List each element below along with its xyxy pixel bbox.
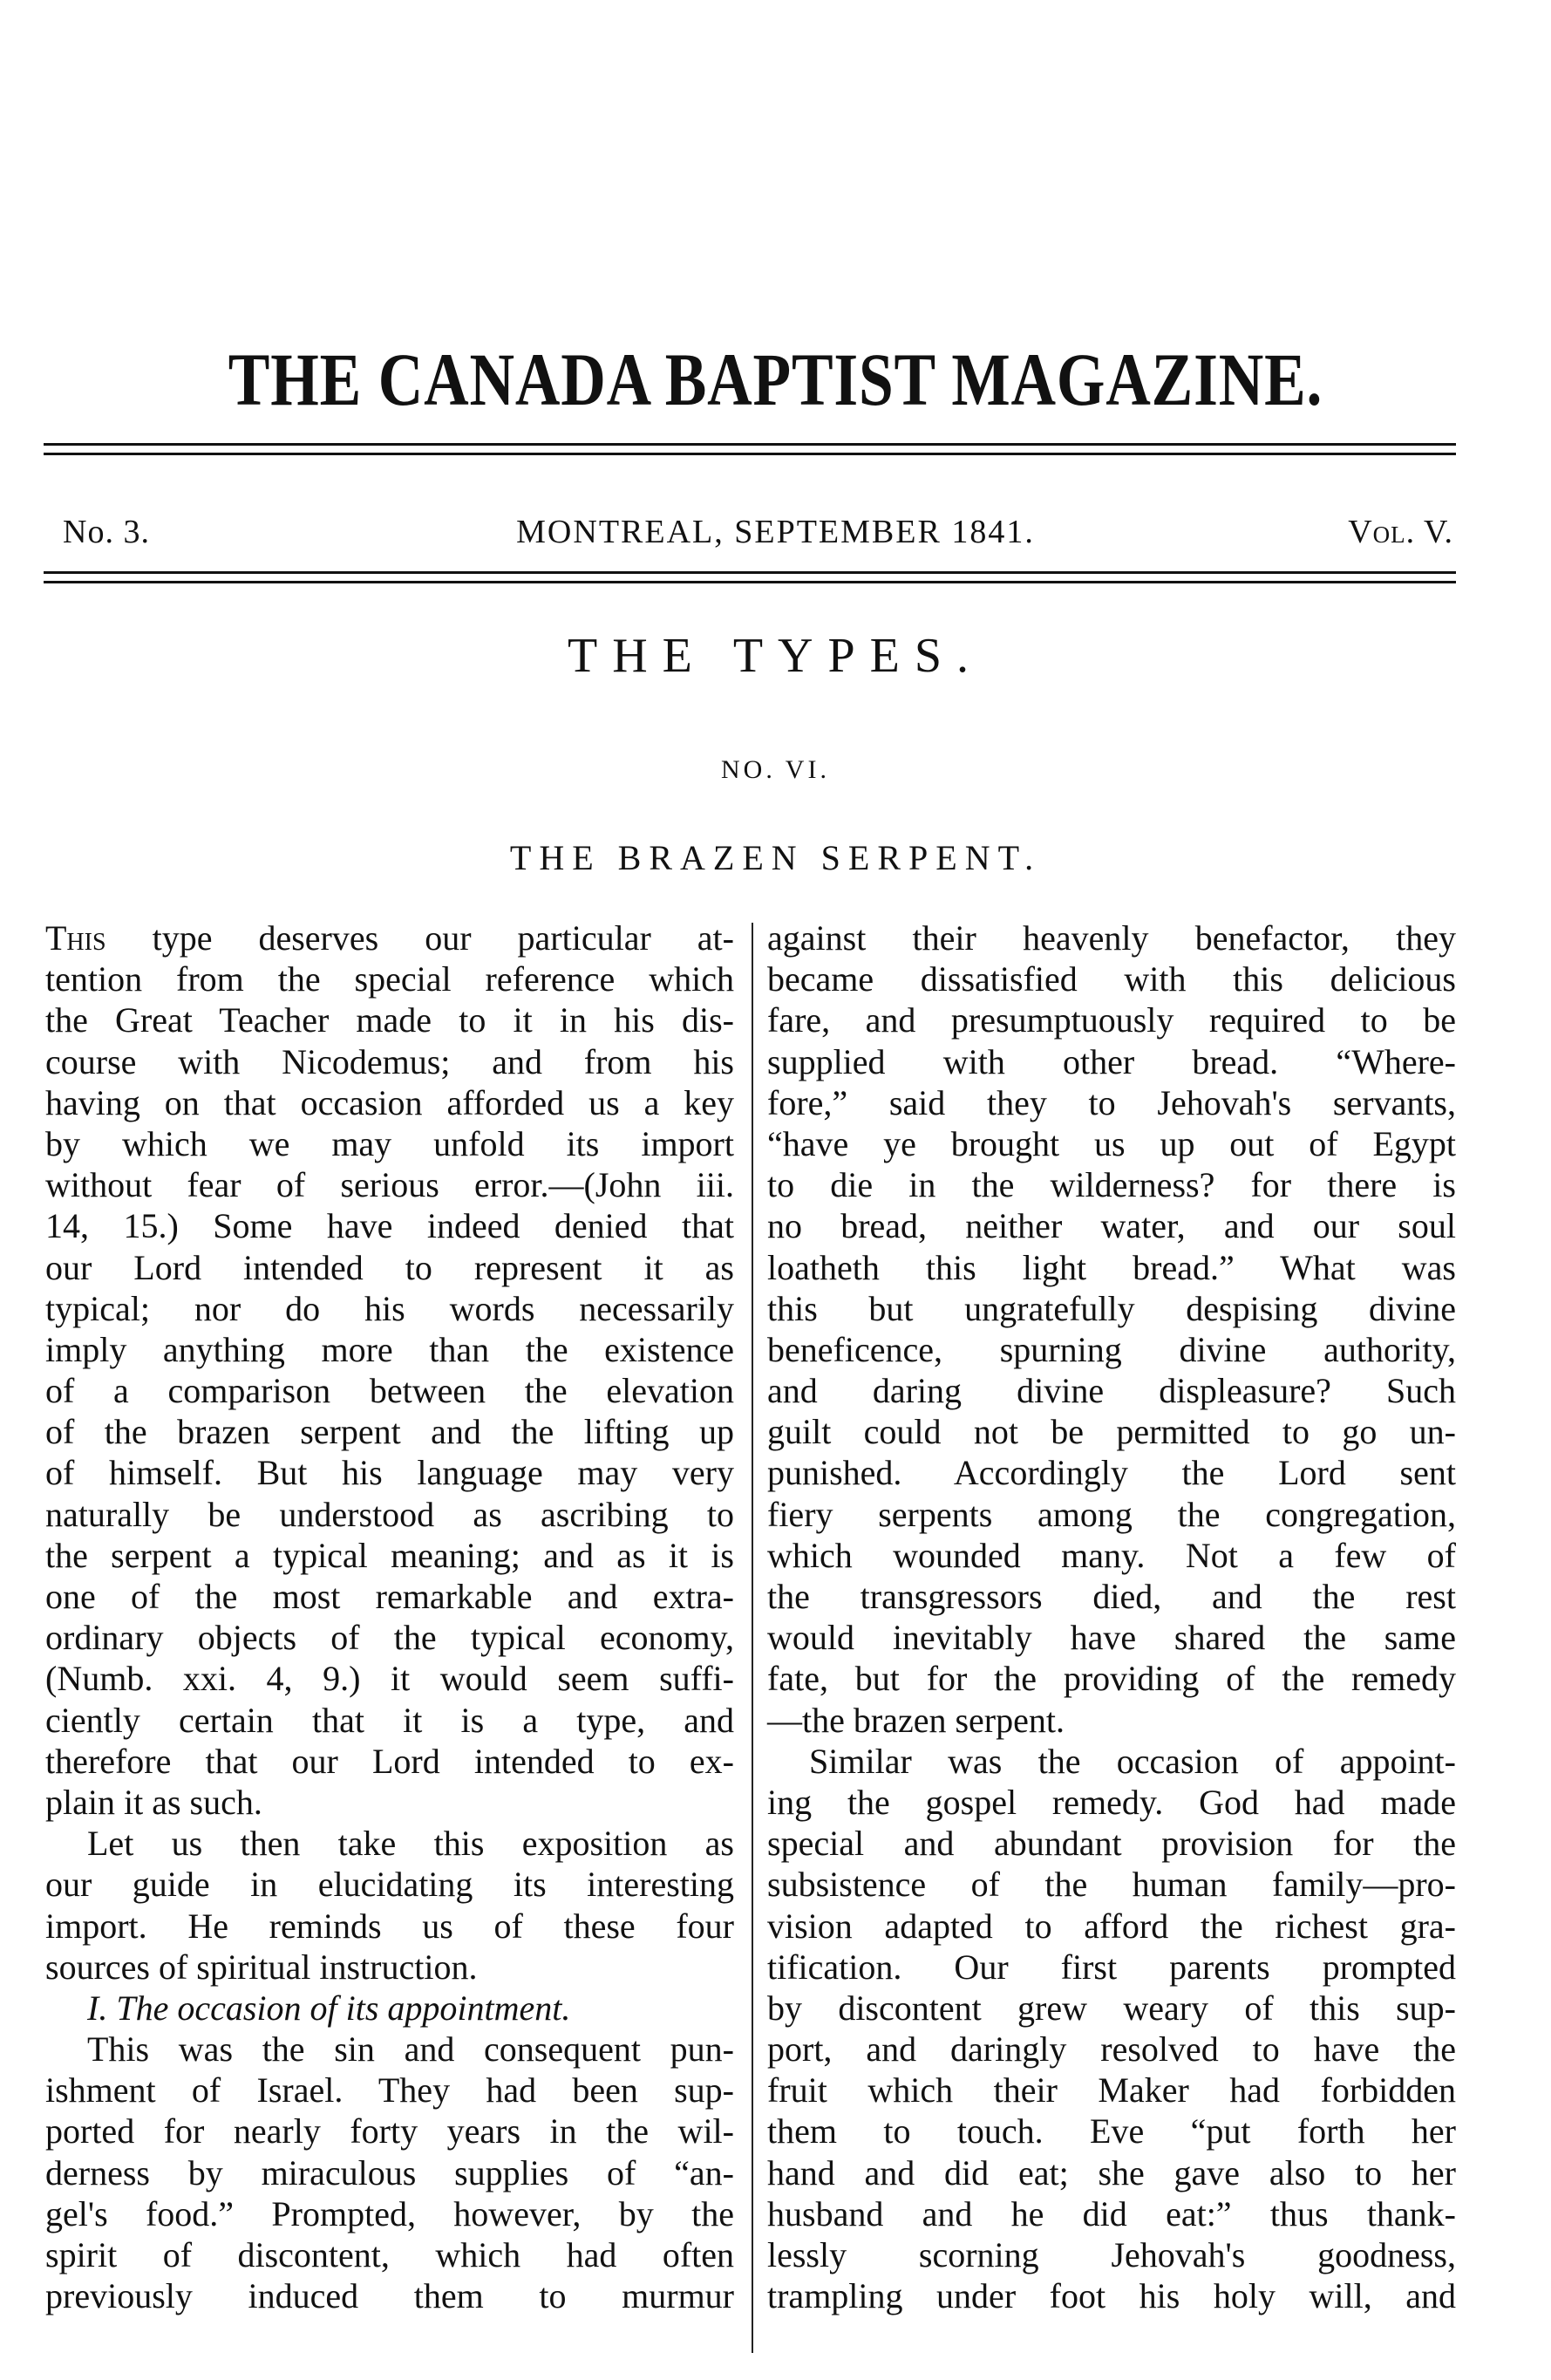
- text-line: and daring divine displeasure? Such: [767, 1371, 1456, 1411]
- text-line: (Numb. xxi. 4, 9.) it would seem suffi-: [45, 1659, 734, 1699]
- article-title: THE TYPES.: [568, 629, 983, 683]
- text-line: ing the gospel remedy. God had made: [767, 1782, 1456, 1822]
- issue-line: [0, 513, 1551, 556]
- text-line: the serpent a typical meaning; and as it is: [45, 1535, 734, 1575]
- text-line: naturally be understood as ascribing to: [45, 1494, 734, 1534]
- text-line: special and abundant provision for the: [767, 1824, 1456, 1864]
- text-line: beneficence, spurning divine authority,: [767, 1329, 1456, 1369]
- text-line: plain it as such.: [45, 1782, 262, 1822]
- text-line: having on that occasion afforded us a key: [45, 1082, 734, 1122]
- text-line: loatheth this light bread.” What was: [767, 1247, 1456, 1287]
- text-line: fiery serpents among the congregation,: [767, 1494, 1456, 1534]
- text-line: course with Nicodemus; and from his: [45, 1041, 734, 1081]
- text-line: vision adapted to afford the richest gra-: [767, 1906, 1456, 1946]
- text-line: without fear of serious error.—(John iii.: [45, 1165, 734, 1205]
- header-rule-bottom-second: [44, 581, 1456, 583]
- text-line: hand and did eat; she gave also to her: [767, 2152, 1456, 2192]
- text-line: derness by miraculous supplies of “an-: [45, 2152, 734, 2192]
- text-line: This was the sin and consequent pun-: [87, 2029, 734, 2070]
- text-line: this but ungratefully despising divine: [767, 1288, 1456, 1328]
- text-line: therefore that our Lord intended to ex-: [45, 1741, 734, 1781]
- magazine-title: THE CANADA BAPTIST MAGAZINE.: [228, 338, 1323, 421]
- text-line: against their heavenly benefactor, they: [767, 918, 1456, 958]
- text-line: the Great Teacher made to it in his dis-: [45, 1000, 734, 1040]
- right-column: [767, 917, 1456, 2316]
- text-line: 14, 15.) Some have indeed denied that: [45, 1206, 734, 1246]
- text-line: typical; nor do his words necessarily: [45, 1288, 734, 1328]
- text-line: punished. Accordingly the Lord sent: [767, 1453, 1456, 1493]
- text-line: ported for nearly forty years in the wil-: [45, 2111, 734, 2152]
- header-rule-top: [44, 443, 1456, 446]
- text-line: husband and he did eat:” thus thank-: [767, 2193, 1456, 2233]
- issue-number: No. 3.: [63, 514, 150, 550]
- text-line: “have ye brought us up out of Egypt: [767, 1123, 1456, 1163]
- issue-place-date: MONTREAL, SEPTEMBER 1841.: [516, 514, 1035, 550]
- text-line: ordinary objects of the typical economy,: [45, 1618, 734, 1658]
- text-line: Similar was the occasion of appoint-: [809, 1741, 1456, 1781]
- text-line: port, and daringly resolved to have the: [767, 2029, 1456, 2070]
- text-line: fate, but for the providing of the remedy: [767, 1659, 1456, 1699]
- text-line: by which we may unfold its import: [45, 1123, 734, 1163]
- text-line: one of the most remarkable and extra-: [45, 1577, 734, 1616]
- text-line: to die in the wilderness? for there is: [767, 1165, 1456, 1205]
- text-line: sources of spiritual instruction.: [45, 1947, 478, 1987]
- article-subtitle: THE BRAZEN SERPENT.: [509, 838, 1042, 877]
- text-line: fare, and presumptuously required to be: [767, 1000, 1456, 1040]
- text-line: our guide in elucidating its interesting: [45, 1865, 734, 1905]
- text-line: tention from the special reference which: [45, 959, 734, 999]
- text-line: imply anything more than the existence: [45, 1329, 734, 1369]
- text-line: subsistence of the human family—pro-: [767, 1865, 1456, 1905]
- text-line: spirit of discontent, which had often: [45, 2235, 734, 2274]
- issue-volume: Vol. V.: [1348, 514, 1453, 550]
- text-line: import. He reminds us of these four: [45, 1906, 734, 1946]
- text-line: previously induced them to murmur: [45, 2276, 734, 2316]
- text-line: became dissatisfied with this delicious: [767, 959, 1456, 999]
- text-line: gel's food.” Prompted, however, by the: [45, 2193, 734, 2233]
- text-line: This type deserves our particular at-: [45, 918, 734, 958]
- text-line: them to touch. Eve “put forth her: [767, 2111, 1456, 2152]
- text-line: Let us then take this exposition as: [87, 1824, 734, 1864]
- text-line: trampling under foot his holy will, and: [767, 2276, 1456, 2316]
- text-line: the transgressors died, and the rest: [767, 1577, 1456, 1616]
- text-line: ciently certain that it is a type, and: [45, 1700, 734, 1740]
- text-line: ishment of Israel. They had been sup-: [45, 2070, 734, 2111]
- column-divider: [752, 923, 753, 2353]
- text-line: by discontent grew weary of this sup-: [767, 1988, 1456, 2028]
- header-rule-bottom: [44, 571, 1456, 574]
- left-column: [45, 917, 734, 2316]
- text-line: which wounded many. Not a few of: [767, 1535, 1456, 1575]
- drop-word: This: [45, 918, 106, 958]
- header-rule-top-second: [44, 453, 1456, 455]
- text-line: of himself. But his language may very: [45, 1453, 734, 1493]
- text-line: would inevitably have shared the same: [767, 1618, 1456, 1658]
- text-line: fore,” said they to Jehovah's servants,: [767, 1082, 1456, 1122]
- text-line: —the brazen serpent.: [767, 1700, 1065, 1740]
- text-line: tification. Our first parents prompted: [767, 1947, 1456, 1987]
- text-line: of a comparison between the elevation: [45, 1371, 734, 1411]
- section-heading: I. The occasion of its appointment.: [87, 1988, 571, 2028]
- text-line: supplied with other bread. “Where-: [767, 1041, 1456, 1081]
- text-line: our Lord intended to represent it as: [45, 1247, 734, 1287]
- text-line: guilt could not be permitted to go un-: [767, 1412, 1456, 1452]
- text-line: no bread, neither water, and our soul: [767, 1206, 1456, 1246]
- text-line: lessly scorning Jehovah's goodness,: [767, 2235, 1456, 2274]
- text-line: of the brazen serpent and the lifting up: [45, 1412, 734, 1452]
- text-line: fruit which their Maker had forbidden: [767, 2070, 1456, 2111]
- article-number: NO. VI.: [721, 755, 830, 784]
